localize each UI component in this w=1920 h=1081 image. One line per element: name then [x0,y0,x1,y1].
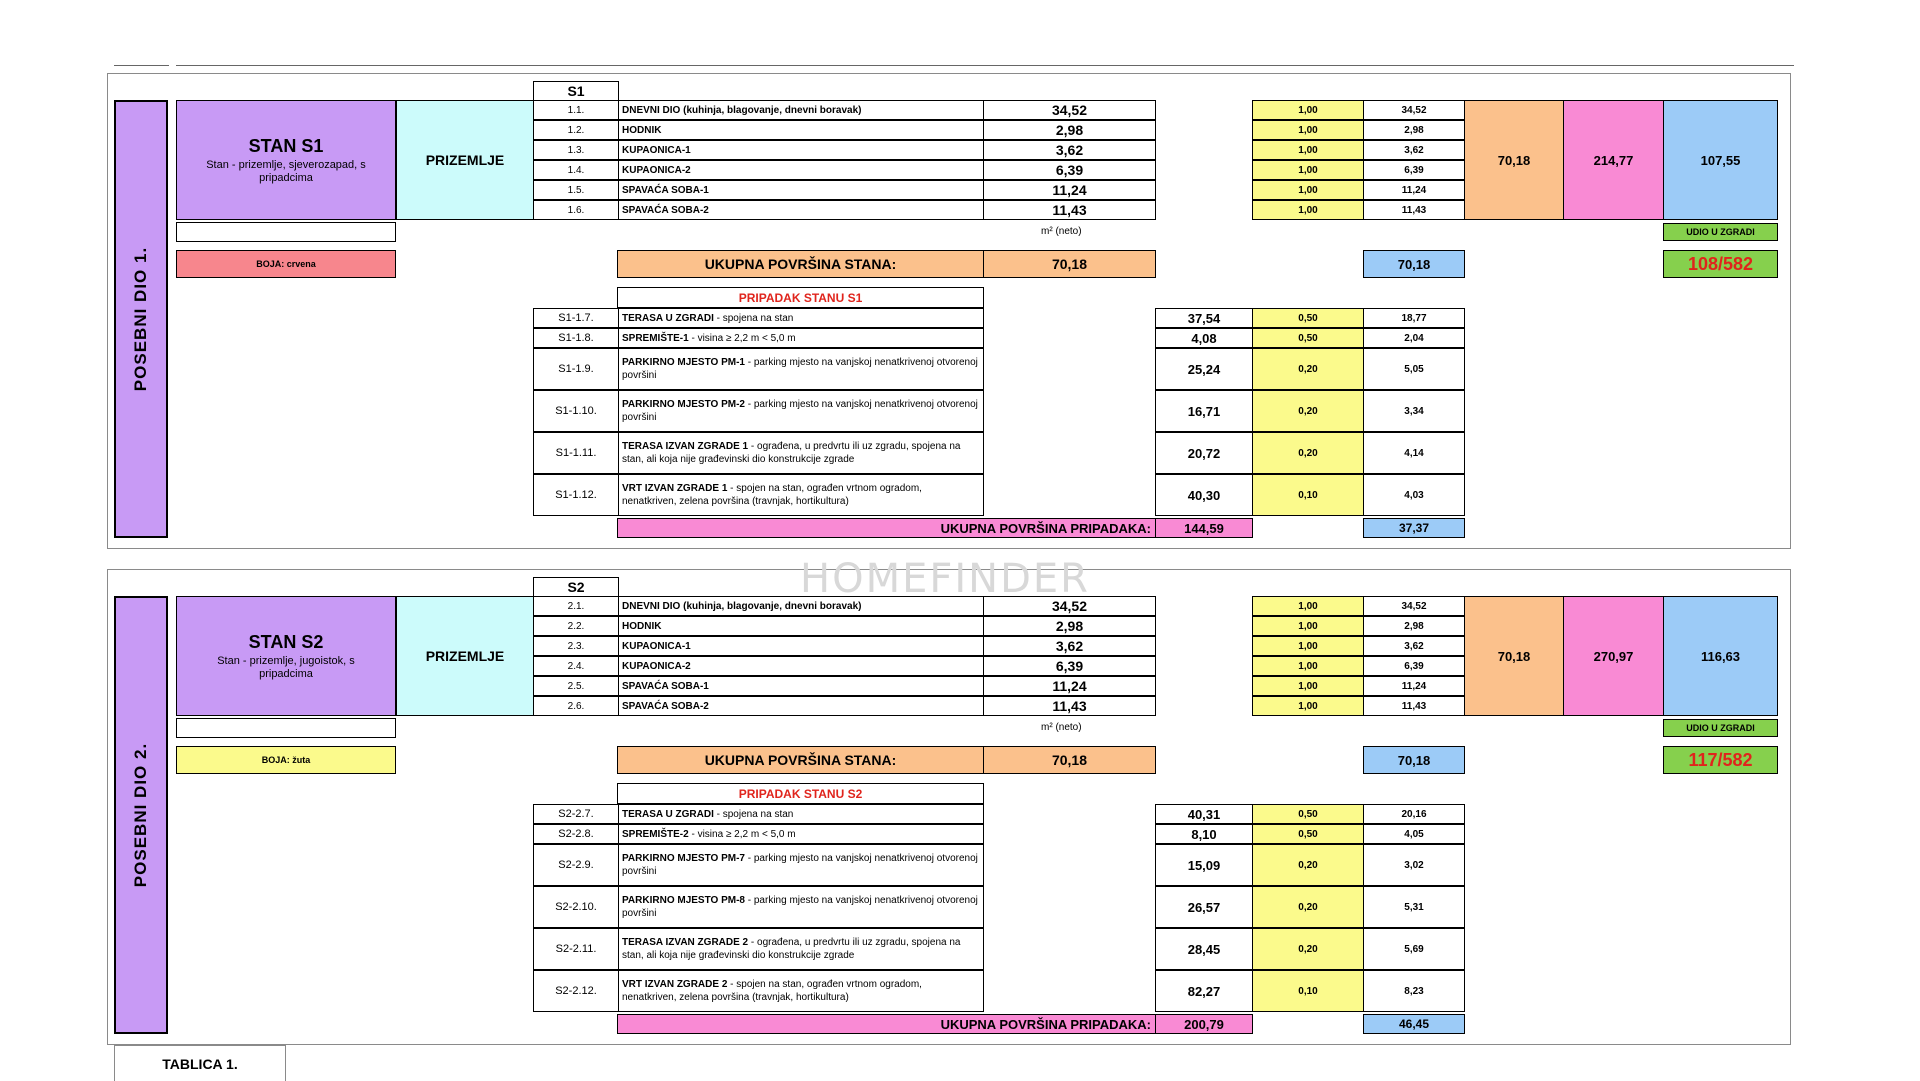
sum-blue: 107,55 [1663,100,1778,220]
net-unit-label: m² (neto) [1041,226,1082,237]
appurtenance-name: SPREMIŠTE-1 [622,332,689,344]
room-coefficient: 1,00 [1252,696,1364,716]
watermark: HOMEFINDER [800,556,1090,602]
appurtenance-area: 16,71 [1155,390,1253,432]
room-number: 2.4. [533,656,619,676]
appurtenance-detail: - ograđena, u predvrtu ili uz zgradu, spojena na stan, ali koja nije građevinski dio konstrukcije zgrade [622,441,961,465]
appurtenance-text [622,978,979,1004]
appurtenance-reduced-area: 4,05 [1363,824,1465,844]
floor-label: PRIZEMLJE [396,596,534,716]
appurtenance-detail: - visina ≥ 2,2 m < 5,0 m [688,332,796,344]
unit-code: S1 [533,81,619,101]
appurtenance-coefficient: 0,20 [1252,844,1364,886]
room-number: 2.3. [533,636,619,656]
share-value: 108/582 [1663,250,1778,278]
room-reduced-area: 3,62 [1363,140,1465,160]
appurtenance-name: TERASA U ZGRADI [622,312,714,324]
room-coefficient: 1,00 [1252,656,1364,676]
appurtenance-detail: - spojen na stan, ograđen vrtnom ogradom, nenatkriven, zelena površina (travnjak, hortikultura) [622,483,922,507]
appurtenance-name: PARKIRNO MJESTO PM-7 [622,853,745,864]
room-name: DNEVNI DIO (kuhinja, blagovanje, dnevni boravak) [618,596,984,616]
appurtenance-title: PRIPADAK STANU S1 [617,287,984,308]
appurtenance-coefficient: 0,20 [1252,390,1364,432]
appurtenance-reduced-area: 18,77 [1363,308,1465,328]
appurtenance-reduced-area: 3,34 [1363,390,1465,432]
room-name: SPAVAĆA SOBA-2 [618,696,984,716]
room-area: 2,98 [983,120,1156,140]
appurtenance-area: 40,30 [1155,474,1253,516]
appurtenance-coefficient: 0,20 [1252,886,1364,928]
room-area: 6,39 [983,160,1156,180]
appurtenance-description [618,970,984,1012]
appurtenance-number: S1-1.9. [533,348,619,390]
apartment-title: STAN S2 [248,631,324,652]
appurtenance-detail: - visina ≥ 2,2 m < 5,0 m [688,828,796,840]
appurtenance-number: S1-1.11. [533,432,619,474]
room-name: HODNIK [618,616,984,636]
room-area: 11,24 [983,676,1156,696]
part-label [114,596,168,1034]
appurtenance-detail: - parking mjesto na vanjskoj nenatkrivenoj otvorenoj površini [622,895,978,919]
room-number: 1.3. [533,140,619,160]
appurtenance-area: 82,27 [1155,970,1253,1012]
room-number: 1.5. [533,180,619,200]
room-number: 2.6. [533,696,619,716]
appurtenance-description [618,886,984,928]
appurtenance-name: TERASA U ZGRADI [622,808,714,820]
appurtenance-text [622,312,793,325]
appurtenance-description [618,308,984,328]
appurtenance-title: PRIPADAK STANU S2 [617,783,984,804]
appurtenance-name: TERASA IZVAN ZGRADE 1 [622,441,749,452]
appurtenance-area: 37,54 [1155,308,1253,328]
room-number: 2.2. [533,616,619,636]
room-coefficient: 1,00 [1252,160,1364,180]
unit-code: S2 [533,577,619,597]
part-label [114,100,168,538]
room-area: 11,43 [983,200,1156,220]
sum-pink: 270,97 [1563,596,1664,716]
apartment-total-reduced: 70,18 [1363,746,1465,774]
room-coefficient: 1,00 [1252,676,1364,696]
apartment-block [176,596,396,716]
appurtenance-text [622,936,979,962]
room-number: 2.5. [533,676,619,696]
room-area: 11,24 [983,180,1156,200]
appurtenance-detail: - spojen na stan, ograđen vrtnom ogradom, nenatkriven, zelena površina (travnjak, hortikultura) [622,979,922,1003]
room-coefficient: 1,00 [1252,120,1364,140]
net-unit-label: m² (neto) [1041,722,1082,733]
appurtenance-coefficient: 0,10 [1252,474,1364,516]
room-name: HODNIK [618,120,984,140]
appurtenance-coefficient: 0,50 [1252,824,1364,844]
appurtenance-area: 8,10 [1155,824,1253,844]
appurtenance-description [618,432,984,474]
appurtenance-name: VRT IZVAN ZGRADE 1 [622,483,728,494]
room-reduced-area: 34,52 [1363,100,1465,120]
apartment-subtitle: Stan - prizemlje, jugoistok, s pripadcima [217,654,355,680]
room-area: 3,62 [983,636,1156,656]
appurtenance-area: 20,72 [1155,432,1253,474]
appurtenance-number: S1-1.8. [533,328,619,348]
appurtenance-text [622,828,796,841]
share-label: UDIO U ZGRADI [1663,223,1778,241]
appurtenance-text [622,482,979,508]
appurtenance-number: S2-2.9. [533,844,619,886]
room-number: 1.4. [533,160,619,180]
room-name: DNEVNI DIO (kuhinja, blagovanje, dnevni boravak) [618,100,984,120]
appurtenance-text [622,852,979,878]
appurtenance-name: PARKIRNO MJESTO PM-8 [622,895,745,906]
top-rule-left [114,65,169,66]
room-coefficient: 1,00 [1252,200,1364,220]
room-name: KUPAONICA-1 [618,636,984,656]
sum-orange: 70,18 [1464,100,1564,220]
appurtenance-text [622,808,793,821]
table-label: TABLICA 1. [162,1055,238,1072]
appurtenance-name: TERASA IZVAN ZGRADE 2 [622,937,749,948]
appurtenance-name: PARKIRNO MJESTO PM-2 [622,399,745,410]
room-reduced-area: 11,43 [1363,200,1465,220]
room-reduced-area: 11,43 [1363,696,1465,716]
room-number: 2.1. [533,596,619,616]
appurtenance-description [618,804,984,824]
room-area: 11,43 [983,696,1156,716]
room-area: 6,39 [983,656,1156,676]
room-coefficient: 1,00 [1252,616,1364,636]
appurtenance-coefficient: 0,20 [1252,348,1364,390]
share-label: UDIO U ZGRADI [1663,719,1778,737]
appurtenance-description [618,328,984,348]
appurtenance-number: S1-1.7. [533,308,619,328]
apartment-total-label: UKUPNA POVRŠINA STANA: [617,250,984,278]
color-label: BOJA: crvena [176,250,396,278]
room-reduced-area: 2,98 [1363,120,1465,140]
apartment-subtitle: Stan - prizemlje, sjeverozapad, s pripadcima [206,158,366,184]
apartment-block [176,100,396,220]
appurtenance-total-label: UKUPNA POVRŠINA PRIPADAKA: [617,1014,1156,1034]
appurtenance-area: 28,45 [1155,928,1253,970]
room-reduced-area: 34,52 [1363,596,1465,616]
appurtenance-name: VRT IZVAN ZGRADE 2 [622,979,728,990]
apartment-total-reduced: 70,18 [1363,250,1465,278]
appurtenance-description [618,474,984,516]
appurtenance-number: S2-2.7. [533,804,619,824]
appurtenance-detail: - spojena na stan [713,808,794,820]
appurtenance-reduced-area: 5,69 [1363,928,1465,970]
appurtenance-coefficient: 0,50 [1252,308,1364,328]
appurtenance-area: 26,57 [1155,886,1253,928]
appurtenance-number: S2-2.8. [533,824,619,844]
room-number: 1.6. [533,200,619,220]
appurtenance-coefficient: 0,50 [1252,804,1364,824]
room-reduced-area: 3,62 [1363,636,1465,656]
appurtenance-total-label: UKUPNA POVRŠINA PRIPADAKA: [617,518,1156,538]
room-coefficient: 1,00 [1252,140,1364,160]
room-reduced-area: 2,98 [1363,616,1465,636]
room-coefficient: 1,00 [1252,636,1364,656]
appurtenance-reduced-area: 4,14 [1363,432,1465,474]
appurtenance-name: SPREMIŠTE-2 [622,828,689,840]
room-number: 1.2. [533,120,619,140]
room-name: KUPAONICA-2 [618,656,984,676]
appurtenance-description [618,824,984,844]
room-area: 3,62 [983,140,1156,160]
sum-orange: 70,18 [1464,596,1564,716]
room-area: 34,52 [983,596,1156,616]
empty-field [176,718,396,738]
room-coefficient: 1,00 [1252,180,1364,200]
appurtenance-reduced-area: 5,31 [1363,886,1465,928]
appurtenance-description [618,348,984,390]
room-reduced-area: 11,24 [1363,180,1465,200]
appurtenance-detail: - parking mjesto na vanjskoj nenatkrivenoj otvorenoj površini [622,853,978,877]
room-coefficient: 1,00 [1252,596,1364,616]
appurtenance-description [618,390,984,432]
appurtenance-description [618,844,984,886]
appurtenance-area: 15,09 [1155,844,1253,886]
part-label-text: POSEBNI DIO 2. [131,742,150,888]
appurtenance-text [622,332,796,345]
room-name: KUPAONICA-1 [618,140,984,160]
appurtenance-area: 25,24 [1155,348,1253,390]
sum-blue: 116,63 [1663,596,1778,716]
appurtenance-name: PARKIRNO MJESTO PM-1 [622,357,745,368]
appurtenance-coefficient: 0,50 [1252,328,1364,348]
appurtenance-total-reduced: 46,45 [1363,1014,1465,1034]
appurtenance-coefficient: 0,10 [1252,970,1364,1012]
appurtenance-reduced-area: 8,23 [1363,970,1465,1012]
table-label-box [114,1045,286,1081]
room-reduced-area: 6,39 [1363,160,1465,180]
appurtenance-reduced-area: 20,16 [1363,804,1465,824]
part-label-text: POSEBNI DIO 1. [131,246,150,392]
appurtenance-description [618,928,984,970]
appurtenance-total-reduced: 37,37 [1363,518,1465,538]
room-number: 1.1. [533,100,619,120]
appurtenance-detail: - parking mjesto na vanjskoj nenatkrivenoj otvorenoj površini [622,399,978,423]
room-reduced-area: 11,24 [1363,676,1465,696]
appurtenance-detail: - parking mjesto na vanjskoj nenatkrivenoj otvorenoj površini [622,357,978,381]
appurtenance-number: S2-2.12. [533,970,619,1012]
apartment-title: STAN S1 [248,135,324,156]
room-reduced-area: 6,39 [1363,656,1465,676]
appurtenance-total-area: 200,79 [1155,1014,1253,1034]
top-rule-right [176,65,1794,66]
appurtenance-reduced-area: 2,04 [1363,328,1465,348]
apartment-total-area: 70,18 [983,746,1156,774]
appurtenance-number: S1-1.10. [533,390,619,432]
appurtenance-coefficient: 0,20 [1252,432,1364,474]
room-area: 2,98 [983,616,1156,636]
appurtenance-text [622,440,979,466]
appurtenance-total-area: 144,59 [1155,518,1253,538]
appurtenance-reduced-area: 5,05 [1363,348,1465,390]
share-value: 117/582 [1663,746,1778,774]
appurtenance-detail: - spojena na stan [713,312,794,324]
appurtenance-detail: - ograđena, u predvrtu ili uz zgradu, spojena na stan, ali koja nije građevinski dio konstrukcije zgrade [622,937,961,961]
appurtenance-area: 40,31 [1155,804,1253,824]
room-name: SPAVAĆA SOBA-2 [618,200,984,220]
appurtenance-number: S2-2.11. [533,928,619,970]
floor-label: PRIZEMLJE [396,100,534,220]
empty-field [176,222,396,242]
appurtenance-reduced-area: 3,02 [1363,844,1465,886]
apartment-total-label: UKUPNA POVRŠINA STANA: [617,746,984,774]
appurtenance-coefficient: 0,20 [1252,928,1364,970]
appurtenance-text [622,894,979,920]
appurtenance-number: S1-1.12. [533,474,619,516]
apartment-total-area: 70,18 [983,250,1156,278]
appurtenance-number: S2-2.10. [533,886,619,928]
appurtenance-area: 4,08 [1155,328,1253,348]
color-label: BOJA: žuta [176,746,396,774]
room-name: SPAVAĆA SOBA-1 [618,676,984,696]
room-name: KUPAONICA-2 [618,160,984,180]
appurtenance-text [622,356,979,382]
room-coefficient: 1,00 [1252,100,1364,120]
room-area: 34,52 [983,100,1156,120]
room-name: SPAVAĆA SOBA-1 [618,180,984,200]
appurtenance-reduced-area: 4,03 [1363,474,1465,516]
appurtenance-text [622,398,979,424]
sum-pink: 214,77 [1563,100,1664,220]
